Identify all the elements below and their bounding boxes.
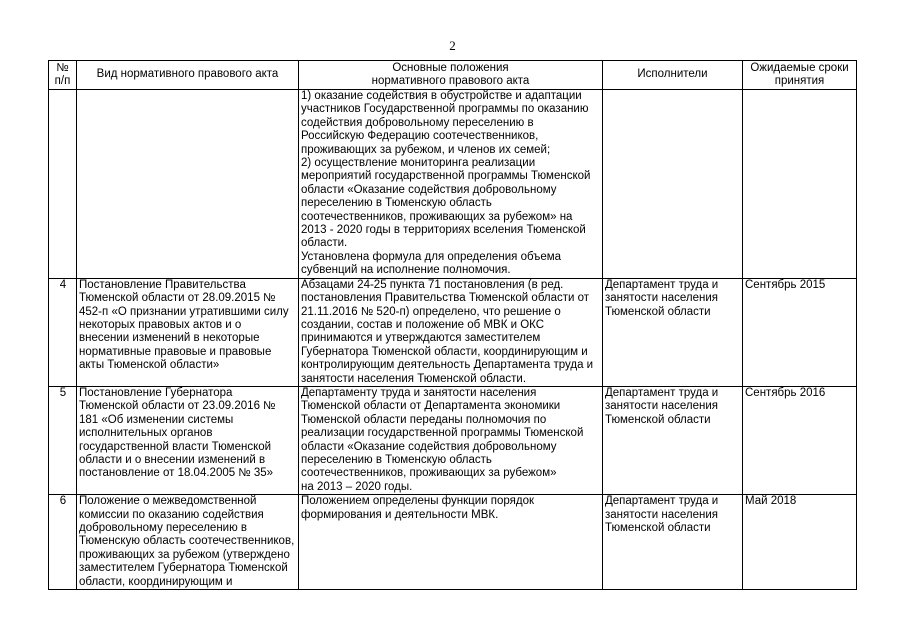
header-act-type: Вид нормативного правового акта <box>77 61 299 90</box>
header-executors: Исполнители <box>603 61 743 90</box>
provisions-cell: Абзацами 24-25 пункта 71 постановления (в ред. постановления Правительства Тюменской области от 21.11.2016 № 520-п) определено, что решение о создании, состав и положение об МВК и ОКС принимаются и утверждаются заместителем Губернатора Тюменской области, координирующим и контролирующим деятельность Департамента труда и занятости населения Тюменской области. <box>299 278 603 386</box>
provisions-cell: Департаменту труда и занятости населения Тюменской области от Департамента экономики Тюменской области переданы полномочия по реализации государственной программы Тюменской области «Оказание содействия добровольному переселению в Тюменскую область соотечественников, проживающих за рубежом» на 2013 – 2020 годы. <box>299 386 603 494</box>
deadline-cell: Сентябрь 2015 <box>743 278 857 386</box>
act-cell: Постановление Губернатора Тюменской области от 23.09.2016 № 181 «Об изменении системы исполнительных органов государственной власти Тюменской области и о внесении изменений в постановление от 18.04.2005 № 35» <box>77 386 299 494</box>
executors-cell: Департамент труда и занятости населения Тюменской области <box>603 386 743 494</box>
provisions-cell: 1) оказание содействия в обустройстве и адаптации участников Государственной программы по оказанию содействия добровольному переселению в Российскую Федерацию соотечественников, проживающих за рубежом, и членов их семей; 2) осуществление мониторинга реализации мероприятий государственной программы Тюменской области «Оказание содействия добровольному переселению в Тюменскую область соотечественников, проживающих за рубежом» на 2013 - 2020 годы в территориях вселения Тюменской области. Установлена формула для определения объема субвенций на исполнение полномочия. <box>299 90 603 279</box>
executors-cell: Департамент труда и занятости населения Тюменской области <box>603 495 743 590</box>
act-cell: Постановление Правительства Тюменской области от 28.09.2015 № 452-п «О признании утратившими силу некоторых правовых актов и о внесении изменений в некоторые нормативные правовые и правовые акты Тюменской области» <box>77 278 299 386</box>
header-provisions: Основные положения нормативного правового акта <box>299 61 603 90</box>
deadline-cell: Сентябрь 2016 <box>743 386 857 494</box>
act-cell <box>77 90 299 279</box>
executors-cell <box>603 90 743 279</box>
table-row <box>49 278 857 386</box>
table-row <box>49 386 857 494</box>
row-number: 6 <box>49 495 77 590</box>
row-number: 4 <box>49 278 77 386</box>
table-row <box>49 90 857 279</box>
page-number: 2 <box>449 38 456 53</box>
table-header-row <box>49 61 857 90</box>
executors-cell: Департамент труда и занятости населения Тюменской области <box>603 278 743 386</box>
deadline-cell: Май 2018 <box>743 495 857 590</box>
row-number: 5 <box>49 386 77 494</box>
header-num: № п/п <box>49 61 77 90</box>
deadline-cell <box>743 90 857 279</box>
provisions-cell: Положением определены функции порядок формирования и деятельности МВК. <box>299 495 603 590</box>
row-number <box>49 90 77 279</box>
normative-acts-table <box>48 60 857 590</box>
header-deadline: Ожидаемые сроки принятия <box>743 61 857 90</box>
table-row <box>49 495 857 590</box>
act-cell: Положение о межведомственной комиссии по оказанию содействия добровольному переселению в Тюменскую область соотечественников, проживающих за рубежом (утверждено заместителем Губернатора Тюменской области, координирующим и <box>77 495 299 590</box>
